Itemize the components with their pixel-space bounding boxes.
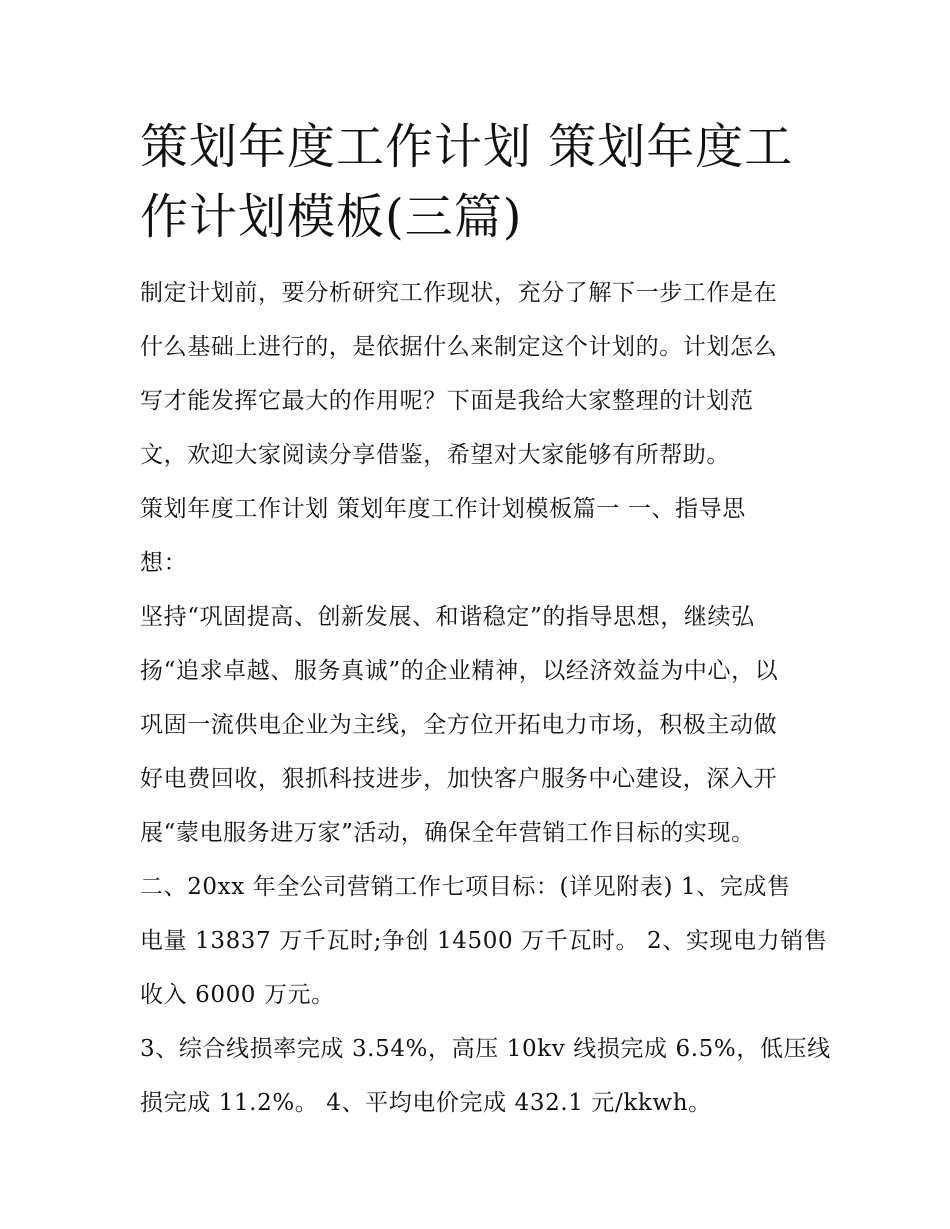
section-heading-paragraph <box>140 482 820 590</box>
document-title <box>140 112 820 252</box>
targets-paragraph <box>140 860 828 1022</box>
paragraph-line: 策划年度工作计划 策划年度工作计划模板篇一 一、指导思 <box>140 496 746 522</box>
paragraph-line: 好电费回收，狠抓科技进步，加快客户服务中心建设，深入开 <box>140 766 778 792</box>
paragraph-line: 巩固一流供电企业为主线，全方位开拓电力市场，积极主动做 <box>140 712 778 738</box>
guiding-thought-paragraph <box>140 590 820 860</box>
intro-paragraph <box>140 266 820 482</box>
paragraph-line: 收入 6000 万元。 <box>140 982 335 1008</box>
paragraph-line: 坚持“巩固提高、创新发展、和谐稳定”的指导思想，继续弘 <box>140 604 755 630</box>
document-page <box>140 112 831 1130</box>
paragraph-line: 损完成 11.2%。 4、平均电价完成 432.1 元/kkwh。 <box>140 1090 712 1116</box>
paragraph-line: 二、20xx 年全公司营销工作七项目标：(详见附表) 1、完成售 <box>140 874 791 900</box>
paragraph-line: 想： <box>140 550 188 576</box>
paragraph-line: 展“蒙电服务进万家”活动，确保全年营销工作目标的实现。 <box>140 820 755 846</box>
paragraph-line: 扬“追求卓越、服务真诚”的企业精神，以经济效益为中心，以 <box>140 658 779 684</box>
paragraph-line: 电量 13837 万千瓦时;争创 14500 万千瓦时。 2、实现电力销售 <box>140 928 828 954</box>
paragraph-line: 制定计划前，要分析研究工作现状，充分了解下一步工作是在 <box>140 280 778 306</box>
paragraph-line: 写才能发挥它最大的作用呢？下面是我给大家整理的计划范 <box>140 388 754 414</box>
paragraph-line: 3、综合线损率完成 3.54%，高压 10kv 线损完成 6.5%，低压线 <box>140 1036 831 1062</box>
paragraph-line: 文，欢迎大家阅读分享借鉴，希望对大家能够有所帮助。 <box>140 442 730 468</box>
title-line: 策划年度工作计划 策划年度工 <box>140 119 794 175</box>
line-loss-paragraph <box>140 1022 831 1130</box>
title-line: 作计划模板(三篇) <box>140 189 523 245</box>
paragraph-line: 什么基础上进行的，是依据什么来制定这个计划的。计划怎么 <box>140 334 778 360</box>
